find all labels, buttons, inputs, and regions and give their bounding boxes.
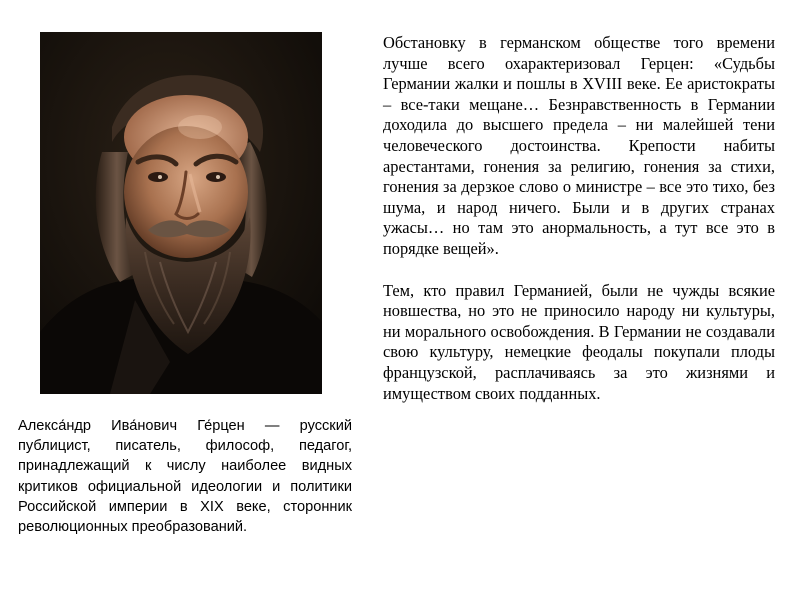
main-text bbox=[383, 33, 775, 404]
portrait-image bbox=[40, 32, 322, 394]
paragraph-quote: Обстановку в германском обществе того времени лучше всего охарактеризовал Герцен: «Судьбы Германии жалки и пошлы в XVIII веке. Ее аристократы – все-таки мещане… Безнравственность в Германии доходила до высшего предела – ни малейшей тени человеческого достоинства. Крепости набиты арестантами, гонения за религию, гонения за стихи, гонения за дерзкое слово о министре – все это тихо, без шума, и народ ничего. Были и в других странах ужасы… но там это анормальность, а тут все это в порядке вещей». bbox=[383, 33, 775, 258]
paragraph-rulers: Тем, кто правил Германией, были не чужды всякие новшества, но это не приносило народу ни культуры, ни морального освобождения. В Германии не создавали свою культуру, немецкие феодалы покупали плоды французской, расплачиваясь за это жизнями и имуществом своих подданных. bbox=[383, 280, 775, 403]
portrait-caption: Алекса́ндр Ива́нович Ге́рцен — русский публицист, писатель, философ, педагог, принадлежащий к числу наиболее видных критиков официальной идеологии и политики Российской империи в XIX веке, сторонник революционных преобразований. bbox=[18, 418, 352, 536]
portrait-painting bbox=[40, 32, 322, 394]
